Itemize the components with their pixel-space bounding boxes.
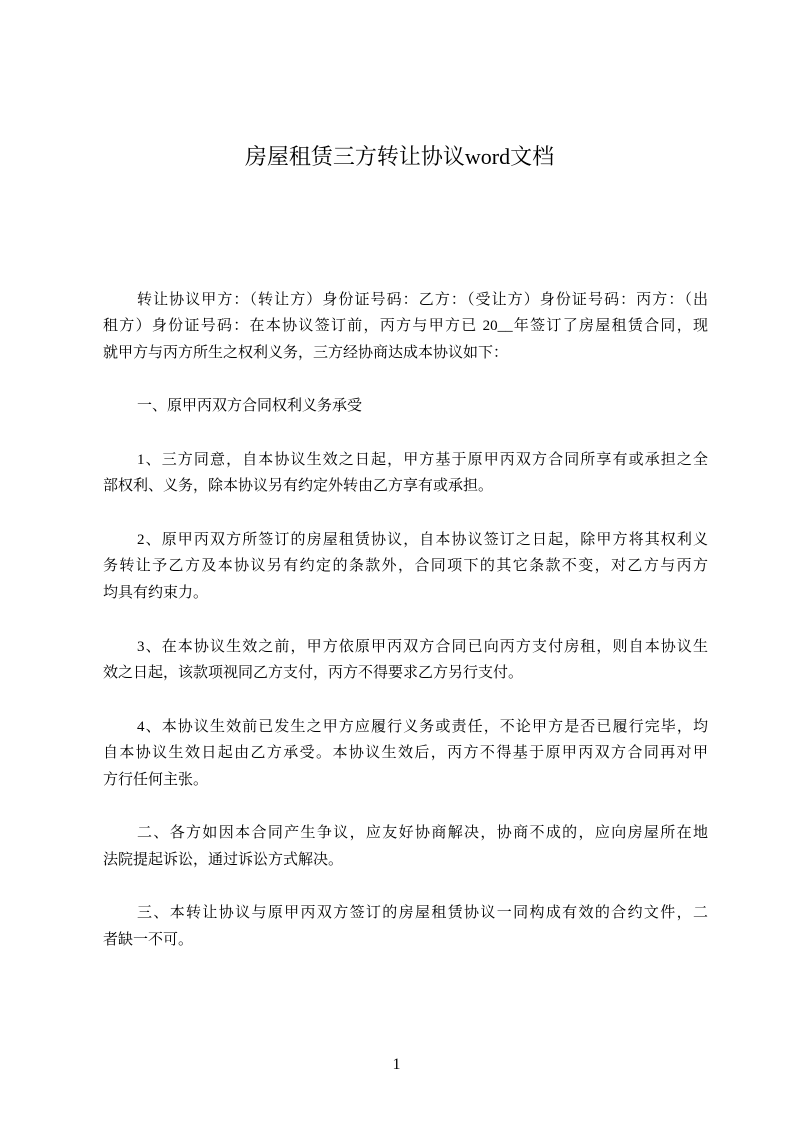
clause-1-line: 部权利、义务，除本协议另有约定外转由乙方享有或承担。 (103, 478, 494, 495)
intro-line: 转让协议甲方：（转让方）身份证号码：乙方：（受让方）身份证号码：丙方：（出 (137, 291, 708, 308)
section-3-line: 者缺一不可。 (103, 932, 194, 949)
section-2-line: 法院提起诉讼，通过诉讼方式解决。 (103, 852, 344, 869)
clause-3-paragraph (103, 634, 708, 687)
section-1-heading-paragraph (103, 393, 708, 420)
section-2-paragraph (103, 820, 708, 873)
clause-1-paragraph (103, 447, 708, 500)
clause-3-line: 效之日起，该款项视同乙方支付，丙方不得要求乙方另行支付。 (103, 665, 524, 682)
clause-2-line: 均具有约束力。 (103, 585, 209, 602)
intro-line: 租方）身份证号码：在本协议签订前，丙方与甲方已 20__年签订了房屋租赁合同，现 (103, 318, 708, 335)
document-title: 房屋租赁三方转让协议word文档 (244, 144, 555, 169)
clause-3-line: 3、在本协议生效之前，甲方依原甲丙双方合同已向丙方支付房租，则自本协议生 (137, 638, 708, 655)
clause-4-paragraph (103, 714, 708, 794)
section-3-line: 三、本转让协议与原甲丙双方签订的房屋租赁协议一同构成有效的合约文件，二 (137, 905, 708, 922)
page-number: 1 (392, 1056, 401, 1073)
clause-2-paragraph (103, 527, 708, 607)
clause-4-line: 方行任何主张。 (103, 771, 209, 788)
clause-2-line: 2、原甲丙双方所签订的房屋租赁协议，自本协议签订之日起，除甲方将其权利义 (137, 531, 708, 548)
clause-1-line: 1、三方同意，自本协议生效之日起，甲方基于原甲丙双方合同所享有或承担之全 (137, 451, 708, 468)
clause-2-line: 务转让予乙方及本协议另有约定的条款外，合同项下的其它条款不变，对乙方与丙方 (103, 558, 708, 575)
section-2-line: 二、各方如因本合同产生争议，应友好协商解决，协商不成的，应向房屋所在地 (137, 825, 708, 842)
section-1-heading: 一、原甲丙双方合同权利义务承受 (137, 398, 363, 415)
intro-line: 就甲方与丙方所生之权利义务，三方经协商达成本协议如下： (103, 344, 509, 361)
document-body (103, 287, 708, 981)
section-3-paragraph (103, 900, 708, 953)
clause-4-line: 4、本协议生效前已发生之甲方应履行义务或责任，不论甲方是否已履行完毕，均 (137, 718, 708, 735)
clause-4-line: 自本协议生效日起由乙方承受。本协议生效后，丙方不得基于原甲丙双方合同再对甲 (103, 745, 708, 762)
intro-paragraph (103, 287, 708, 367)
